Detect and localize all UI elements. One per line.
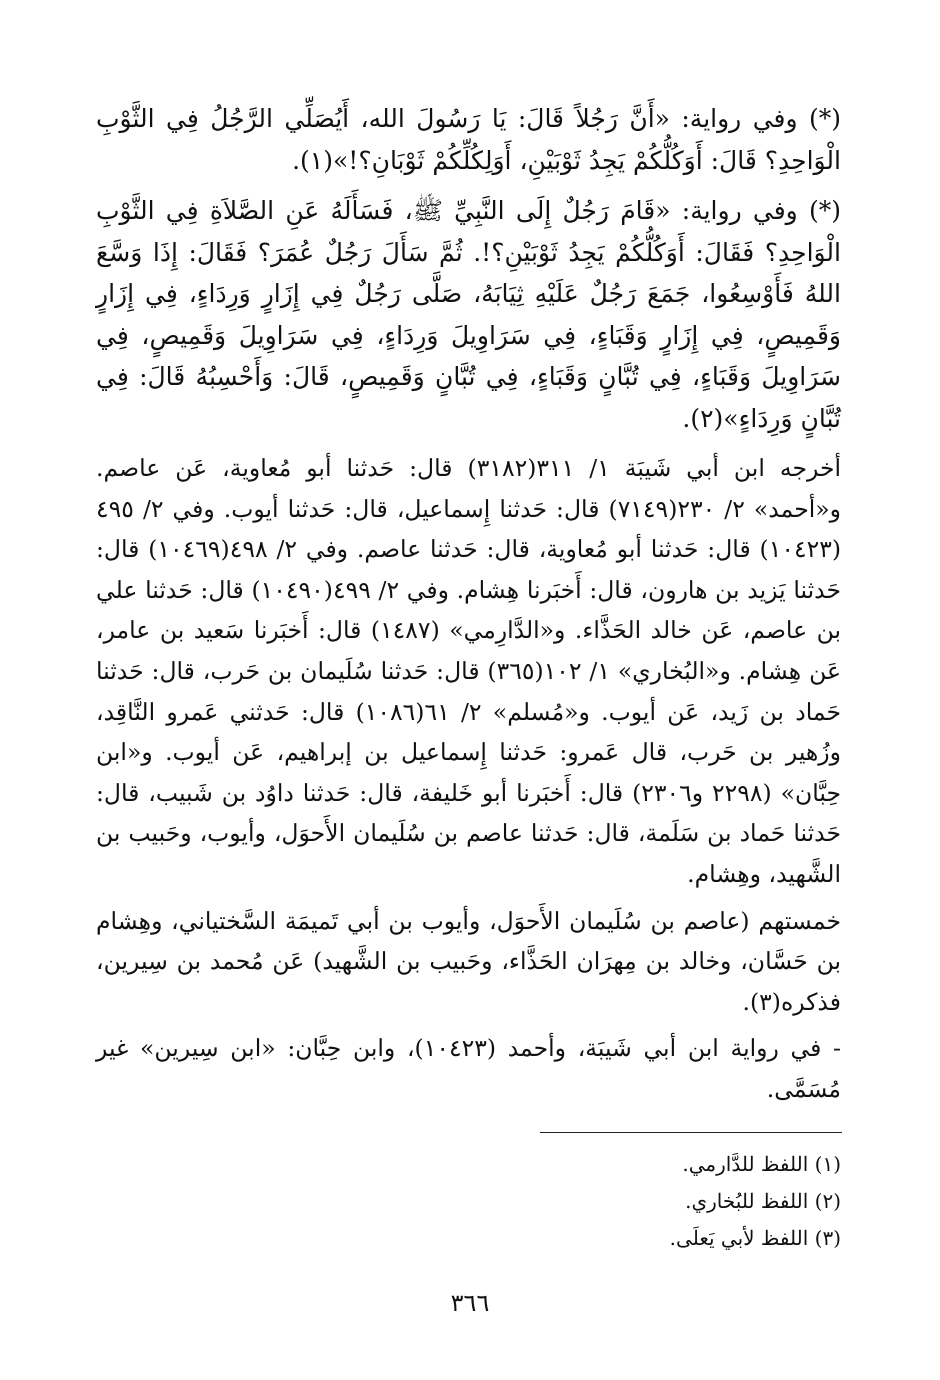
- footnote-1: (١) اللفظ للدَّارمي.: [682, 1152, 841, 1176]
- takhrij-paragraph: أخرجه ابن أبي شَيبَة ١/ ٣١١(٣١٨٢) قال: حَدثنا أبو مُعاوية، عَن عاصم. و«أحمد» ٢/ ٢٣٠(٧١٤٩) قال: حَدثنا إِسماعيل، قال: حَدثنا أيوب. وفي ٢/ ٤٩٥ (١٠٤٢٣) قال: حَدثنا أبو مُعاوية، قال: حَدثنا عاصم. وفي ٢/ ٤٩٨(١٠٤٦٩) قال: حَدثنا يَزيد بن هارون، قال: أَخبَرنا هِشام. وفي ٢/ ٤٩٩(١٠٤٩٠) قال: حَدثنا علي بن عاصم، عَن خالد الحَذَّاء. و«الدَّارِمي» (١٤٨٧) قال: أَخبَرنا سَعيد بن عامر، عَن هِشام. و«البُخاري» ١/ ١٠٢(٣٦٥) قال: حَدثنا سُلَيمان بن حَرب، قال: حَدثنا حَماد بن زَيد، عَن أيوب. و«مُسلم» ٢/ ٦١(١٠٨٦) قال: حَدثني عَمرو النَّاقِد، وزُهير بن حَرب، قال عَمرو: حَدثنا إِسماعيل بن إبراهيم، عَن أيوب. و«ابن حِبَّان» (٢٢٩٨ و٢٣٠٦) قال: أَخبَرنا أبو خَليفة، قال: حَدثنا داوُد بن شَبيب، قال: حَدثنا حَماد بن سَلَمة، قال: حَدثنا عاصم بن سُلَيمان الأَحوَل، وأيوب، وحَبيب بن الشَّهيد، وهِشام.: [96, 454, 842, 888]
- hadith-variant-2: (*) وفي رواية: «قَامَ رَجُلٌ إِلَى النَّبِيِّ ﷺ، فَسَأَلَهُ عَنِ الصَّلاَةِ فِي الثَّوْبِ الْوَاحِدِ؟ فَقَالَ: أَوَكُلُّكُمْ يَجِدُ ثَوْبَيْنِ؟!. ثُمَّ سَأَلَ رَجُلٌ عُمَرَ؟ فَقَالَ: إِذَا وَسَّعَ اللهُ فَأَوْسِعُوا، جَمَعَ رَجُلٌ عَلَيْهِ ثِيَابَهُ، صَلَّى رَجُلٌ فِي إِزَارٍ وَرِدَاءٍ، فِي إِزَارٍ وَقَمِيصٍ، فِي إِزَارٍ وَقَبَاءٍ، فِي سَرَاوِيلَ وَرِدَاءٍ، فِي سَرَاوِيلَ وَقَمِيصٍ، فِي سَرَاوِيلَ وَقَبَاءٍ، فِي تُبَّانٍ وَقَبَاءٍ، فِي تُبَّانٍ وَقَمِيصٍ، قَالَ: وَأَحْسِبُهُ قَالَ: فِي تُبَّانٍ وَرِدَاءٍ»(٢).: [96, 196, 841, 433]
- main-text: [96, 98, 841, 1119]
- chain-summary-paragraph: خمستهم (عاصم بن سُلَيمان الأَحوَل، وأيوب بن أبي تَميمَة السَّختياني، وهِشام بن حَسَّان، وخالد بن مِهرَان الحَذَّاء، وحَبيب بن الشَّهيد) عَن مُحمد بن سِيرين، فذكره(٣).: [96, 906, 841, 1016]
- footnote-divider: [540, 1132, 842, 1133]
- footnote-2: (٢) اللفظ للبُخاري.: [685, 1189, 841, 1213]
- footnote-3: (٣) اللفظ لأبي يَعلَى.: [669, 1226, 841, 1250]
- footnotes: [421, 1146, 841, 1257]
- page-number: ٣٦٦: [450, 1289, 490, 1317]
- hadith-variant-1: (*) وفي رواية: «أَنَّ رَجُلاً قَالَ: يَا رَسُولَ الله، أَيُصَلِّي الرَّجُلُ فِي الثَّوْبِ الْوَاحِدِ؟ قَالَ: أَوَكُلُّكُمْ يَجِدُ ثَوْبَيْنِ، أَوَلِكُلِّكُمْ ثَوْبَانِ؟!»(١).: [96, 104, 841, 175]
- note-paragraph: - في رواية ابن أبي شَيبَة، وأحمد (١٠٤٢٣)، وابن حِبَّان: «ابن سِيرين» غير مُسَمَّى.: [96, 1034, 841, 1103]
